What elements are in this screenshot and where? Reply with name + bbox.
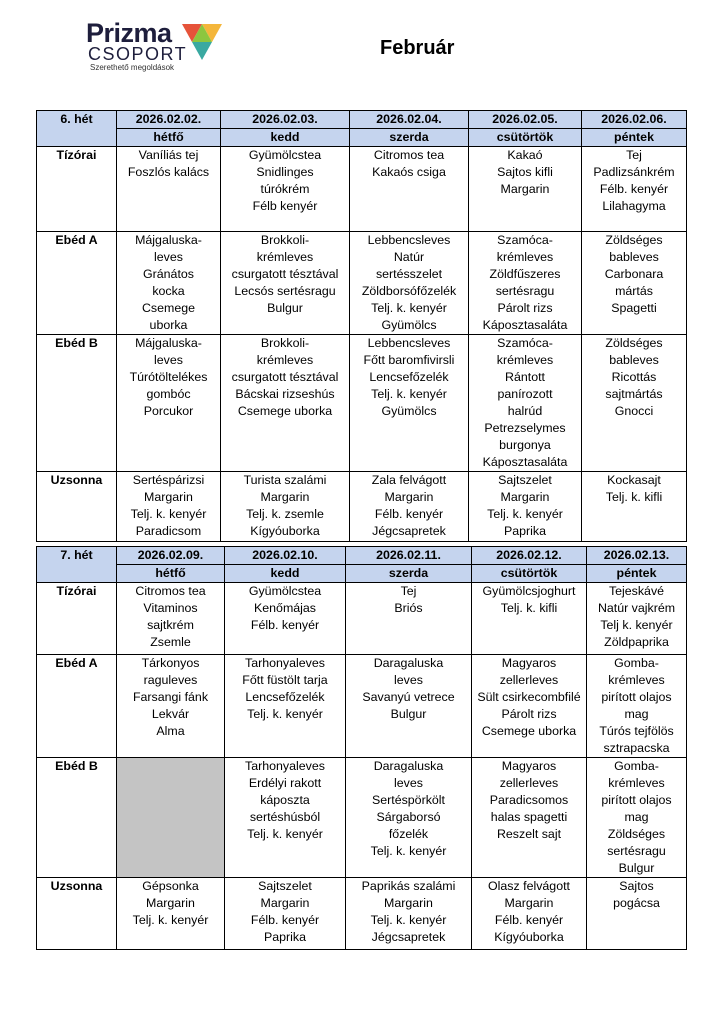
menu-item: Magyaros — [501, 759, 557, 773]
menu-item: Tarhonyaleves — [245, 759, 325, 773]
menu-item: pirított olajos — [601, 793, 672, 807]
menu-cell — [587, 655, 687, 758]
menu-item: sertésragu — [495, 284, 555, 298]
menu-item: Telj. k. kenyér — [370, 913, 447, 927]
menu-item: Savanyú vetrece — [362, 690, 455, 704]
menu-item: Zöldpaprika — [604, 635, 669, 649]
menu-item: Sertéspárizsi — [132, 473, 205, 487]
menu-item: Telj. k. kenyér — [132, 913, 209, 927]
menu-cell — [350, 472, 469, 542]
menu-item: leves — [154, 250, 183, 264]
menu-item: Káposztasaláta — [482, 318, 568, 332]
day-name: hétfő — [117, 129, 221, 147]
menu-item: Gnocci — [614, 404, 654, 418]
meal-label: Tízórai — [37, 583, 117, 655]
menu-item: krémleves — [256, 250, 314, 264]
meal-label: Ebéd A — [37, 655, 117, 758]
menu-item: Kenőmájas — [254, 601, 316, 615]
menu-item: panírozott — [497, 387, 553, 401]
menu-cell — [346, 758, 472, 878]
week-label: 6. hét — [37, 111, 117, 147]
menu-item: Margarin — [260, 896, 310, 910]
menu-item: krémleves — [608, 776, 665, 790]
menu-item: Tarhonyaleves — [245, 656, 325, 670]
menu-item: Farsangi fánk — [132, 690, 209, 704]
meal-row — [37, 147, 687, 232]
menu-item: Natúr — [393, 250, 425, 264]
menu-item: Petrezselymes — [484, 421, 566, 435]
menu-item: Lebbencsleves — [367, 336, 451, 350]
meal-row — [37, 232, 687, 335]
prizma-logo — [86, 18, 226, 78]
menu-item: Telj k. kenyér — [600, 618, 673, 632]
meal-row — [37, 472, 687, 542]
menu-item: Paprikás szalámi — [361, 879, 456, 893]
menu-cell — [117, 335, 221, 472]
menu-cell — [472, 878, 587, 950]
menu-item: Citromos tea — [135, 584, 206, 598]
menu-item: uborka — [149, 318, 188, 332]
menu-item: Telj. k. kifli — [605, 490, 663, 504]
meal-label: Uzsonna — [37, 472, 117, 542]
menu-item: pogácsa — [613, 896, 660, 910]
menu-item: Daragaluska — [373, 656, 444, 670]
menu-item: Margarin — [384, 490, 434, 504]
menu-cell — [117, 583, 225, 655]
menu-item: Májgaluska- — [135, 233, 202, 247]
menu-item: Sajtszelet — [498, 473, 552, 487]
meal-row — [37, 335, 687, 472]
day-name: szerda — [346, 565, 472, 583]
menu-item: Lecsós sertésragu — [234, 284, 336, 298]
menu-item: halrúd — [507, 404, 543, 418]
menu-cell — [221, 232, 350, 335]
menu-item: sertésragu — [607, 844, 666, 858]
menu-cell — [346, 655, 472, 758]
week-label: 7. hét — [37, 547, 117, 583]
menu-cell — [350, 147, 469, 232]
menu-item: mag — [624, 707, 649, 721]
menu-item: Zala felvágott — [371, 473, 447, 487]
menu-cell — [117, 232, 221, 335]
day-date: 2026.02.09. — [117, 547, 225, 565]
menu-item: Gomba- — [614, 656, 659, 670]
menu-item: Margarin — [384, 896, 433, 910]
menu-item: Félb. kenyér — [374, 507, 444, 521]
menu-item: Sajtos kifli — [497, 165, 553, 179]
menu-item: főzelék — [388, 827, 429, 841]
menu-item: gombóc — [146, 387, 191, 401]
menu-item: Májgaluska- — [135, 336, 202, 350]
page-title: Február — [380, 37, 455, 59]
menu-item: Főtt füstölt tarja — [242, 673, 328, 687]
menu-item: Túrótöltelékes — [129, 370, 208, 384]
menu-item: krémleves — [496, 353, 554, 367]
day-name: péntek — [587, 565, 687, 583]
menu-item: Paradicsom — [135, 524, 202, 538]
menu-item: Zöldséges — [607, 827, 666, 841]
menu-item: Ricottás — [611, 370, 657, 384]
menu-item: Zöldséges — [605, 233, 663, 247]
menu-item: Alma — [156, 724, 185, 738]
menu-cell — [472, 583, 587, 655]
menu-item: sertéshúsból — [249, 810, 321, 824]
menu-item: Carbonara — [604, 267, 664, 281]
menu-item: Foszlós kalács — [127, 165, 210, 179]
menu-item: Margarin — [500, 490, 550, 504]
menu-item: Tej — [400, 584, 417, 598]
menu-cell — [221, 147, 350, 232]
menu-item: Telj. k. kenyér — [371, 387, 447, 401]
menu-item: Gomba- — [614, 759, 659, 773]
logo-subtitle: CSOPORT — [88, 44, 188, 64]
meal-label: Ebéd B — [37, 335, 117, 472]
menu-item: Turista szalámi — [243, 473, 327, 487]
menu-cell — [469, 147, 582, 232]
menu-item: Félb. kenyér — [494, 913, 564, 927]
day-date: 2026.02.02. — [117, 111, 221, 129]
menu-item: Jégcsapretek — [372, 524, 446, 538]
menu-item: Bulgur — [267, 301, 303, 315]
menu-item: Margarin — [504, 896, 554, 910]
menu-item: Gyümölcstea — [248, 584, 322, 598]
meal-row — [37, 758, 687, 878]
menu-item: zellerleves — [499, 673, 559, 687]
menu-cell — [587, 583, 687, 655]
menu-cell — [587, 758, 687, 878]
day-date: 2026.02.06. — [582, 111, 687, 129]
menu-item: Káposztasaláta — [482, 455, 568, 469]
week-table — [36, 110, 687, 542]
day-date: 2026.02.05. — [469, 111, 582, 129]
menu-item: Gyümölcsjoghurt — [482, 584, 576, 598]
menu-item: zellerleves — [499, 776, 559, 790]
menu-item: Bulgur — [618, 861, 655, 875]
menu-item: Brokkoli- — [260, 336, 310, 350]
menu-item: Szamóca- — [497, 233, 553, 247]
menu-item: Gyümölcs — [381, 318, 437, 332]
menu-item: Reszelt sajt — [496, 827, 562, 841]
menu-item: csurgatott tésztával — [231, 267, 339, 281]
menu-item: leves — [154, 353, 183, 367]
meal-label: Ebéd B — [37, 758, 117, 878]
menu-cell — [587, 878, 687, 950]
menu-item: bableves — [609, 353, 659, 367]
menu-item: Daragaluska — [373, 759, 444, 773]
menu-item: raguleves — [143, 673, 198, 687]
menu-cell — [117, 655, 225, 758]
day-name: kedd — [221, 129, 350, 147]
menu-cell — [469, 472, 582, 542]
menu-item: Vaníliás tej — [138, 148, 199, 162]
menu-item: Sajtszelet — [258, 879, 312, 893]
menu-item: Zöldséges — [605, 336, 663, 350]
menu-item: Lebbencsleves — [367, 233, 451, 247]
menu-item: Margarin — [260, 490, 310, 504]
meal-label: Uzsonna — [37, 878, 117, 950]
day-name: hétfő — [117, 565, 225, 583]
menu-item: Párolt rizs — [501, 707, 557, 721]
menu-item: Briós — [394, 601, 423, 615]
day-name: péntek — [582, 129, 687, 147]
menu-cell — [472, 758, 587, 878]
menu-item: mártás — [615, 284, 653, 298]
menu-item: Margarin — [144, 490, 193, 504]
menu-cell — [350, 335, 469, 472]
menu-cell — [221, 335, 350, 472]
menu-item: sajtmártás — [605, 387, 663, 401]
menu-item: Padlizsánkrém — [593, 165, 675, 179]
day-date: 2026.02.04. — [350, 111, 469, 129]
day-date: 2026.02.13. — [587, 547, 687, 565]
menu-item: Brokkoli- — [260, 233, 310, 247]
menu-cell — [582, 472, 687, 542]
menu-item: Lencsefőzelék — [245, 690, 325, 704]
menu-item: Magyaros — [501, 656, 557, 670]
menu-item: sztrapacska — [603, 741, 670, 755]
menu-item: Telj. k. zsemle — [246, 507, 324, 521]
menu-cell — [117, 472, 221, 542]
menu-item: Spagetti — [611, 301, 657, 315]
menu-item: Paradicsomos — [489, 793, 569, 807]
menu-item: krémleves — [496, 250, 554, 264]
menu-item: Natúr vajkrém — [597, 601, 676, 615]
menu-item: Félb. kenyér — [250, 618, 320, 632]
menu-item: Zöldfűszeres — [489, 267, 561, 281]
menu-cell — [225, 758, 346, 878]
menu-item: Zsemle — [150, 635, 191, 649]
menu-cell — [469, 335, 582, 472]
menu-cell — [582, 335, 687, 472]
menu-item: Kakaós csiga — [372, 165, 446, 179]
meal-label: Tízórai — [37, 147, 117, 232]
week-table — [36, 546, 687, 950]
menu-cell — [225, 878, 346, 950]
logo-tagline: Szerethető megoldások — [90, 63, 175, 72]
day-date: 2026.02.11. — [346, 547, 472, 565]
menu-item: Kockasajt — [607, 473, 661, 487]
menu-item: sertésszelet — [375, 267, 443, 281]
menu-item: Rántott — [505, 370, 545, 384]
menu-item: krémleves — [256, 353, 314, 367]
menu-item: kocka — [152, 284, 185, 298]
menu-cell — [346, 878, 472, 950]
menu-cell — [117, 147, 221, 232]
prizm-triangle-icon — [180, 22, 224, 66]
menu-item: Snidlinges — [256, 165, 314, 179]
day-name: csütörtök — [469, 129, 582, 147]
menu-item: Margarin — [146, 896, 195, 910]
day-date: 2026.02.10. — [225, 547, 346, 565]
menu-item: Szamóca- — [497, 336, 553, 350]
menu-item: Porcukor — [143, 404, 194, 418]
menu-item: bableves — [609, 250, 659, 264]
menu-item: Sült csirkecombfilé — [477, 690, 581, 704]
menu-item: Csemege uborka — [237, 404, 333, 418]
logo-brand: Prizma — [86, 18, 172, 48]
meal-row — [37, 583, 687, 655]
day-name: csütörtök — [472, 565, 587, 583]
menu-item: Gyümölcs — [381, 404, 437, 418]
menu-item: Gránátos — [143, 267, 194, 281]
day-name: szerda — [350, 129, 469, 147]
menu-item: Telj. k. kenyér — [130, 507, 207, 521]
menu-item: Csemege — [141, 301, 196, 315]
menu-item: Zöldborsófőzelék — [361, 284, 457, 298]
menu-cell — [350, 232, 469, 335]
menu-item: leves — [394, 673, 423, 687]
menu-item: Csemege uborka — [481, 724, 577, 738]
menu-item: Kígyóuborka — [494, 930, 564, 944]
menu-cell — [472, 655, 587, 758]
menu-item: Félb kenyér — [252, 199, 318, 213]
day-name: kedd — [225, 565, 346, 583]
menu-item: Sajtos — [619, 879, 654, 893]
menu-item: káposzta — [260, 793, 310, 807]
menu-item: Vitaminos — [143, 601, 198, 615]
menu-item: Párolt rizs — [497, 301, 553, 315]
menu-item: Lekvár — [151, 707, 190, 721]
menu-item: Gépsonka — [142, 879, 199, 893]
menu-item: Félb. kenyér — [250, 913, 320, 927]
menu-item: burgonya — [499, 438, 551, 452]
menu-item: krémleves — [608, 673, 665, 687]
menu-item: Olasz felvágott — [488, 879, 570, 893]
menu-item: Paprika — [503, 524, 546, 538]
menu-item: Tej — [626, 148, 642, 162]
menu-item: Telj. k. kenyér — [371, 301, 447, 315]
menu-cell — [582, 232, 687, 335]
menu-item: Tejeskávé — [608, 584, 665, 598]
menu-item: Telj. k. kenyér — [487, 507, 563, 521]
menu-item: halas spagetti — [490, 810, 568, 824]
menu-item: csurgatott tésztával — [231, 370, 339, 384]
menu-item: leves — [394, 776, 423, 790]
menu-item: Tárkonyos — [141, 656, 200, 670]
menu-item: Citromos tea — [373, 148, 445, 162]
meal-row — [37, 655, 687, 758]
menu-item: Félb. kenyér — [599, 182, 669, 196]
menu-item: túrókrém — [260, 182, 310, 196]
menu-item: Sárgaborsó — [376, 810, 441, 824]
menu-item: Túrós tejfölös — [599, 724, 674, 738]
menu-item: Bácskai rizseshús — [235, 387, 335, 401]
menu-item: Gyümölcstea — [248, 148, 322, 162]
menu-item: Kakaó — [507, 148, 543, 162]
menu-cell — [346, 583, 472, 655]
day-date: 2026.02.12. — [472, 547, 587, 565]
menu-item: Telj. k. kifli — [500, 601, 558, 615]
menu-item: Telj. k. kenyér — [247, 827, 323, 841]
menu-item: Lencsefőzelék — [369, 370, 449, 384]
menu-item: mag — [624, 810, 649, 824]
day-date: 2026.02.03. — [221, 111, 350, 129]
menu-item: Jégcsapretek — [371, 930, 446, 944]
menu-cell — [582, 147, 687, 232]
menu-cell — [469, 232, 582, 335]
menu-item: Bulgur — [390, 707, 427, 721]
menu-cell — [117, 758, 225, 878]
menu-cell — [221, 472, 350, 542]
menu-cell — [225, 655, 346, 758]
menu-item: sajtkrém — [147, 618, 194, 632]
meal-label: Ebéd A — [37, 232, 117, 335]
meal-row — [37, 878, 687, 950]
menu-item: Sertéspörkölt — [371, 793, 445, 807]
menu-item: Margarin — [500, 182, 550, 196]
menu-cell — [117, 878, 225, 950]
menu-item: Paprika — [263, 930, 306, 944]
menu-item: pirított olajos — [601, 690, 672, 704]
menu-item: Telj. k. kenyér — [370, 844, 447, 858]
menu-item: Erdélyi rakott — [248, 776, 322, 790]
menu-item: Telj. k. kenyér — [247, 707, 323, 721]
menu-item: Kígyóuborka — [250, 524, 320, 538]
menu-item: Főtt baromfivirsli — [363, 353, 455, 367]
menu-cell — [225, 583, 346, 655]
menu-item: Lilahagyma — [602, 199, 666, 213]
